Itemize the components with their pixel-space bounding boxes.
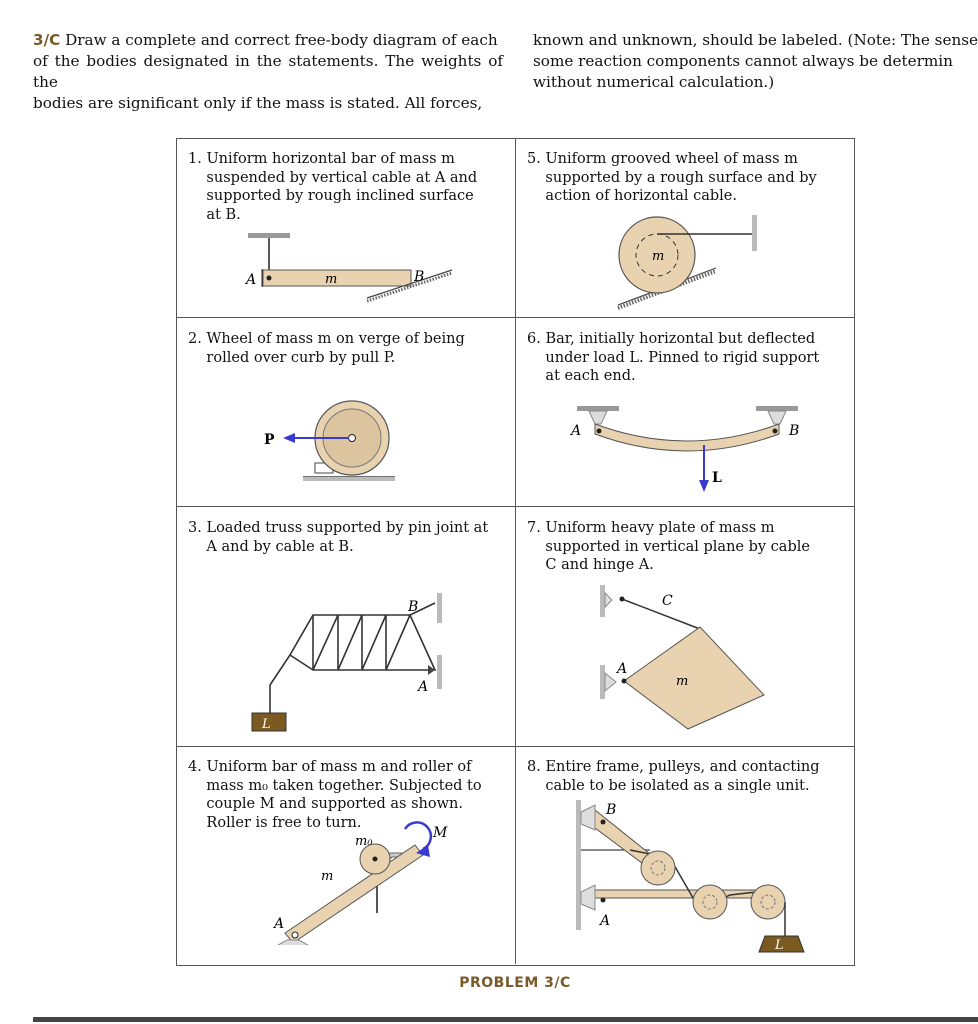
plate (624, 627, 764, 729)
figure-6-deflected-bar (565, 400, 810, 500)
cell-3-text: 3. Loaded truss supported by pin joint at A and by cable at B. (188, 520, 489, 555)
pulley-3 (751, 885, 785, 919)
intro-line-1: 3/C Draw a complete and correct free-body diagram of each (33, 31, 498, 49)
figure-1-bar (230, 225, 470, 310)
grid-divider-row-1 (176, 317, 855, 318)
label-b: B (414, 269, 425, 285)
label-m: m (325, 272, 338, 287)
intro-line-2: of the bodies designated in the statements. The weights of the (33, 52, 503, 91)
hinge-a (581, 885, 595, 910)
figure-3-truss (240, 585, 460, 740)
figure-8-frame (570, 800, 810, 958)
label-p: P (264, 432, 275, 448)
uniform-bar (285, 845, 423, 943)
pulley-1 (641, 851, 675, 885)
label-m: m (321, 869, 334, 884)
wall-a (600, 665, 605, 699)
grid-divider-row-3 (176, 746, 855, 747)
support-a (273, 940, 313, 945)
pin-a (601, 898, 606, 903)
hinge-a (605, 673, 616, 691)
label-l: L (712, 470, 722, 486)
figure-4-bar-roller (265, 815, 465, 945)
label-b: B (408, 599, 419, 615)
cell-6-text: 6. Bar, initially horizontal but deflected under load L. Pinned to rigid support at each end. (527, 331, 820, 384)
pin-a (292, 932, 298, 938)
cable-pin (620, 597, 625, 602)
label-a: A (274, 916, 285, 932)
bar (595, 424, 779, 451)
label-m: m (676, 674, 689, 689)
label-m: m (652, 249, 665, 264)
support-b (768, 411, 786, 424)
wall (576, 800, 581, 930)
intro-right-line-1: known and unknown, should be labeled. (Note: The sense (533, 31, 978, 49)
cell-2-text: 2. Wheel of mass m on verge of being rolled over curb by pull P. (188, 331, 465, 366)
pin-a (267, 276, 272, 281)
wall-c (600, 585, 605, 617)
figure-5-grooved-wheel (610, 205, 780, 315)
label-couple-m: M (433, 825, 448, 841)
cable-c (622, 599, 700, 629)
cell-4-text: 4. Uniform bar of mass m and roller of mass m₀ taken together. Subjected to couple M and supported as shown. Roller is free to turn. (188, 759, 482, 831)
wheel-hub (349, 435, 356, 442)
label-b: B (606, 802, 617, 818)
figure-7-plate (590, 585, 790, 740)
cable-anchor (605, 593, 612, 607)
hinge-b (581, 805, 595, 830)
label-b: B (789, 423, 800, 439)
problem-intro-left (33, 30, 503, 114)
ground-hatch (303, 477, 395, 481)
pull-arrow-head-icon (283, 433, 295, 443)
problem-number: 3/C (33, 31, 61, 49)
intro-right-line-2: some reaction components cannot always be determin (533, 52, 953, 70)
cell-5-text: 5. Uniform grooved wheel of mass m supported by a rough surface and by action of horizontal cable. (527, 151, 817, 204)
cell-1-text: 1. Uniform horizontal bar of mass m suspended by vertical cable at A and supported by rough inclined surface at B. (188, 151, 478, 223)
cell-8-text: 8. Entire frame, pulleys, and contacting cable to be isolated as a single unit. (527, 759, 820, 794)
label-c: C (662, 593, 673, 609)
pin-a (597, 429, 602, 434)
intro-right-line-3: without numerical calculation.) (533, 73, 775, 91)
label-l: L (262, 717, 271, 732)
label-a: A (246, 272, 257, 288)
roller-center (373, 857, 378, 862)
pin-b (601, 820, 606, 825)
label-l: L (775, 938, 784, 953)
problem-intro-right (533, 30, 978, 93)
pulley-2 (693, 885, 727, 919)
pin-b (773, 429, 778, 434)
wall-b (437, 593, 442, 623)
wall-a (437, 655, 442, 689)
wall (752, 215, 757, 251)
problem-caption: PROBLEM 3/C (459, 975, 571, 991)
figure-2-wheel (255, 395, 405, 495)
label-a: A (571, 423, 582, 439)
pin-a (622, 679, 627, 684)
load-arrow-head-icon (699, 480, 709, 492)
grid-divider-vertical (515, 138, 516, 964)
ceiling-support (248, 233, 290, 238)
support-a (589, 411, 607, 424)
page-bottom-rule (33, 1017, 978, 1022)
grid-divider-row-2 (176, 506, 855, 507)
support-a-ceiling (577, 406, 619, 411)
label-m0: m₀ (355, 834, 373, 849)
label-a: A (600, 913, 611, 929)
support-b-ceiling (756, 406, 798, 411)
label-a: A (617, 661, 628, 677)
cell-7-text: 7. Uniform heavy plate of mass m supported in vertical plane by cable C and hinge A. (527, 520, 810, 573)
intro-line-3: bodies are significant only if the mass is stated. All forces, (33, 94, 483, 112)
label-a: A (418, 679, 429, 695)
couple-m-arrow (405, 822, 431, 849)
